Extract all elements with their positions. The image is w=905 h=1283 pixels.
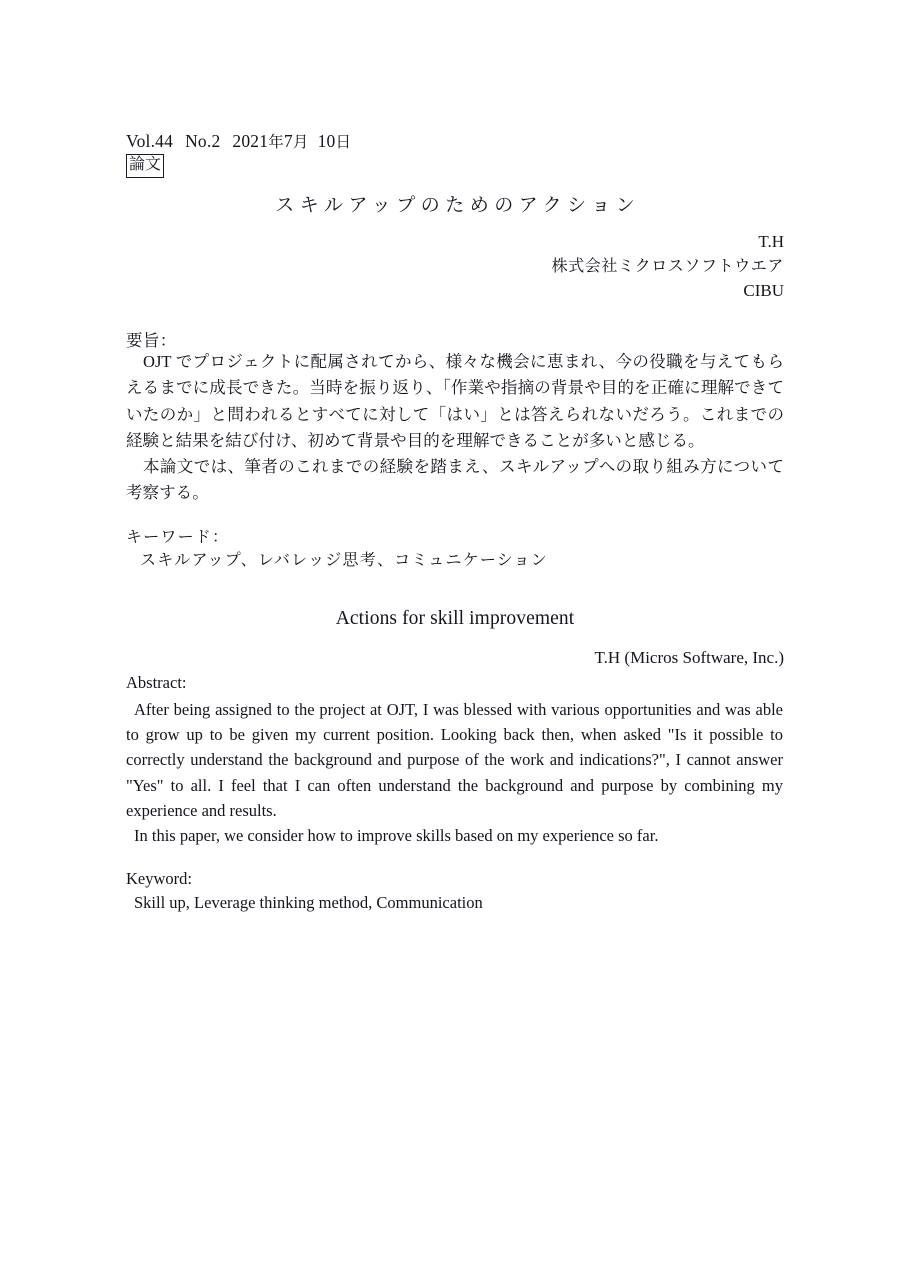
masthead-number: No.2	[185, 131, 221, 151]
japanese-affiliation: 株式会社ミクロスソフトウエア	[551, 257, 784, 275]
japanese-abstract-paragraph: OJT でプロジェクトに配属されてから、様々な機会に恵まれ、今の役職を与えてもらえるまでに成長できた。当時を振り返り、「作業や指摘の背景や目的を正確に理解できていたのか」と問われるとすべてに対して「はい」とは答えられないだろう。これまでの経験と結果を結び付け、初めて背景や目的を理解できることが多いと感じる。	[126, 352, 784, 450]
masthead-date-year: 2021	[232, 131, 269, 151]
japanese-author-block	[126, 230, 784, 304]
english-abstract-label: Abstract:	[126, 673, 187, 692]
masthead-date-day: 10	[317, 131, 336, 151]
english-keyword-list: Skill up, Leverage thinking method, Communication	[134, 893, 483, 912]
masthead-date-day-unit: 日	[335, 134, 352, 151]
masthead-volume: Vol.44	[126, 131, 174, 151]
english-byline: T.H (Micros Software, Inc.)	[594, 648, 784, 667]
japanese-title: スキルアップのためのアクション	[275, 195, 641, 216]
masthead-date-month: 7	[283, 131, 293, 151]
japanese-abstract-body	[126, 349, 784, 507]
article-kind-badge: 論文	[126, 154, 164, 178]
masthead-date-month-unit: 月	[292, 134, 309, 151]
masthead	[126, 131, 351, 153]
japanese-keyword-label: キーワード：	[126, 529, 230, 546]
japanese-abstract-paragraph: 本論文では、筆者のこれまでの経験を踏まえ、スキルアップへの取り組み方について考察する。	[126, 457, 784, 503]
english-abstract-paragraph: In this paper, we consider how to improve skills based on my experience so far.	[134, 826, 659, 846]
english-abstract-paragraph: After being assigned to the project at OJT, I was blessed with various opportunities and was able to grow up to be given my current position. Looking back then, when asked "Is it possible to correctly understand the background and purpose of the work and indications?", I cannot answer "Yes" to all. I feel that I can often understand the background and purpose by combining my experience and results.	[126, 700, 783, 820]
japanese-keyword-list: スキルアップ、レバレッジ思考、コミュニケーション	[140, 552, 549, 569]
masthead-date-year-unit: 年	[268, 134, 284, 151]
japanese-department: CIBU	[743, 281, 784, 300]
english-abstract-body	[126, 697, 783, 848]
japanese-abstract-label: 要旨：	[126, 331, 177, 350]
english-keyword-label: Keyword:	[126, 869, 192, 888]
english-title: Actions for skill improvement	[335, 608, 575, 629]
japanese-author-name: T.H	[758, 232, 784, 251]
